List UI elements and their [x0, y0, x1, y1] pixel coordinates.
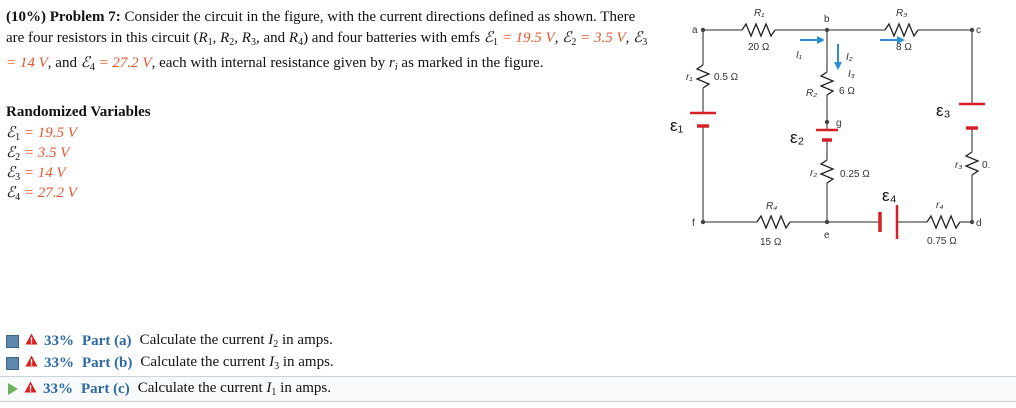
sep: , and	[47, 55, 81, 71]
sep: ,	[212, 30, 221, 46]
question-text: Calculate the current	[140, 354, 270, 370]
part-a-weight: 33%	[44, 332, 74, 349]
sub-e4: 4	[89, 62, 95, 73]
sep: ,	[625, 30, 634, 46]
sym-e1: ℰ	[483, 30, 493, 46]
warning-icon	[25, 355, 38, 372]
sym-e2: ℰ	[562, 30, 572, 46]
var-sym: ℰ	[6, 145, 16, 161]
sym-r3: R	[241, 30, 251, 46]
node-c: c	[976, 25, 981, 36]
sym-r1: R	[198, 30, 208, 46]
sym-r2: R	[220, 30, 230, 46]
sub-ri: i	[394, 62, 398, 73]
question-text: Calculate the current	[139, 332, 269, 348]
question-tail: in amps.	[276, 380, 331, 396]
randomized-variables-title: Randomized Variables	[6, 104, 151, 120]
circuit-diagram	[672, 0, 1002, 260]
node-e: e	[824, 230, 830, 241]
value-R3: 8 Ω	[896, 42, 912, 53]
var-sub: 3	[15, 172, 21, 183]
part-a-question	[140, 332, 333, 350]
question-sub: 3	[274, 361, 280, 372]
var-sub: 4	[15, 192, 21, 203]
question-tail: in amps.	[279, 354, 334, 370]
value-e4: = 27.2 V	[94, 55, 152, 71]
var-sub: 1	[15, 132, 21, 143]
value-e2: = 3.5 V	[576, 30, 626, 46]
value-R4: 15 Ω	[760, 237, 782, 248]
label-E2: ε₂	[790, 128, 805, 147]
node-g: g	[836, 118, 842, 129]
variable-e4	[6, 183, 77, 203]
warning-icon	[24, 381, 37, 398]
var-sub: 2	[15, 152, 21, 163]
value-R2: 6 Ω	[839, 86, 855, 97]
collapsed-square-icon[interactable]	[6, 335, 19, 348]
label-I1: I₁	[796, 50, 802, 61]
problem-text-3: , each with internal resistance given by	[151, 55, 390, 71]
node-d: d	[976, 218, 982, 229]
sym-e4: ℰ	[80, 55, 90, 71]
value-e1: = 19.5 V	[497, 30, 555, 46]
part-a-label: Part (a)	[82, 332, 132, 349]
value-e3: = 14 V	[6, 55, 48, 71]
part-c-question	[138, 380, 331, 398]
question-sub: 2	[273, 339, 279, 350]
label-E1: ε₁	[670, 116, 684, 135]
part-c-row[interactable]	[0, 376, 1016, 402]
node-b: b	[824, 14, 830, 25]
question-text: Calculate the current	[137, 380, 267, 396]
node-a: a	[692, 25, 698, 36]
question-sym: I	[266, 380, 272, 396]
label-r3: r₃	[955, 160, 963, 171]
variable-e2	[6, 143, 77, 163]
label-I2: I₂	[846, 52, 853, 63]
label-R3: R₃	[896, 8, 908, 19]
var-sym: ℰ	[6, 185, 16, 201]
collapsed-square-icon[interactable]	[6, 357, 19, 370]
sep: , and	[255, 30, 289, 46]
label-r1: r₁	[686, 72, 693, 83]
sub-r1: 1	[207, 37, 213, 48]
value-R1: 20 Ω	[748, 42, 770, 53]
part-b-label: Part (b)	[82, 354, 133, 371]
label-R1: R₁	[754, 8, 765, 19]
sub-r4: 4	[298, 37, 304, 48]
var-value: = 27.2 V	[20, 185, 77, 201]
label-E4: ε₄	[882, 186, 897, 205]
value-r1: 0.5 Ω	[714, 72, 739, 83]
sep: ,	[554, 30, 559, 46]
node-f: f	[692, 218, 695, 229]
sep: ,	[234, 30, 242, 46]
part-a-row[interactable]	[0, 330, 1016, 352]
question-sub: 1	[271, 387, 277, 398]
sub-r3: 3	[250, 37, 256, 48]
expand-triangle-icon[interactable]	[8, 383, 18, 395]
variable-e3	[6, 163, 77, 183]
question-sym: I	[269, 354, 275, 370]
var-sym: ℰ	[6, 165, 16, 181]
label-E3: ε₃	[936, 101, 951, 120]
problem-label: (10%) Problem 7:	[6, 9, 121, 25]
label-R4: R₄	[766, 201, 778, 212]
sym-ri: r	[389, 55, 395, 71]
value-r4: 0.75 Ω	[927, 236, 957, 247]
var-value: = 3.5 V	[20, 145, 70, 161]
question-tail: in amps.	[278, 332, 333, 348]
sub-e1: 1	[492, 37, 498, 48]
part-c-label: Part (c)	[81, 380, 130, 397]
value-r3: 0.	[982, 160, 991, 171]
label-R2: R₂	[806, 88, 818, 99]
label-r2: r₂	[810, 168, 818, 179]
part-c-weight: 33%	[43, 380, 73, 397]
sym-e3: ℰ	[633, 30, 643, 46]
sub-e3: 3	[642, 37, 648, 48]
randomized-variables-list	[6, 123, 77, 203]
question-sym: I	[268, 332, 274, 348]
part-b-question	[140, 354, 333, 372]
var-sym: ℰ	[6, 125, 16, 141]
part-b-weight: 33%	[44, 354, 74, 371]
problem-statement	[6, 7, 656, 78]
sub-e2: 2	[571, 37, 577, 48]
variable-e1	[6, 123, 77, 143]
var-value: = 19.5 V	[20, 125, 77, 141]
sym-r4: R	[288, 30, 299, 46]
warning-icon	[25, 333, 38, 350]
problem-text-2: ) and four batteries with emfs	[303, 30, 484, 46]
sub-r2: 2	[229, 37, 235, 48]
value-r2: 0.25 Ω	[840, 169, 870, 180]
problem-text-1: Consider the circuit in the figure, with the current directions defined as shown. There are four resistors in this circuit (	[6, 9, 636, 46]
var-value: = 14 V	[20, 165, 66, 181]
problem-parts	[0, 330, 1016, 402]
part-b-row[interactable]	[0, 352, 1016, 374]
problem-text-4: as marked in the figure.	[397, 55, 544, 71]
label-I3: I₃	[848, 69, 855, 80]
label-r4: r₄	[936, 200, 944, 211]
